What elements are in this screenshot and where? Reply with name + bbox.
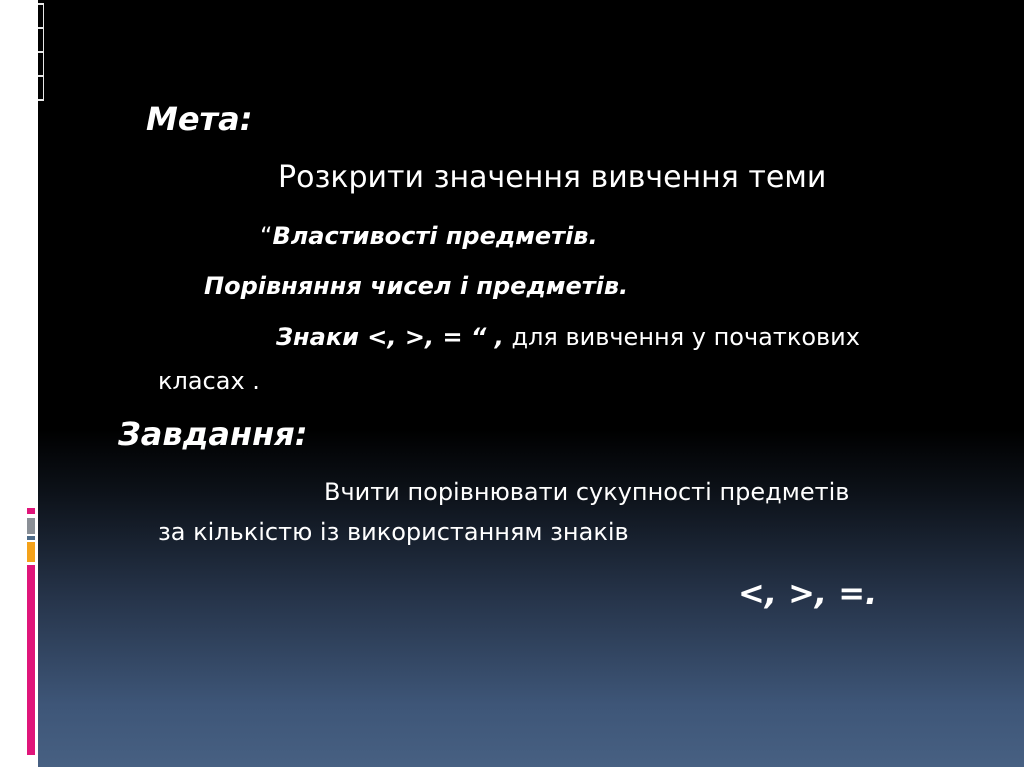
goal-line-2 bbox=[260, 222, 598, 250]
goal-line-5: класах . bbox=[158, 367, 260, 395]
decor-bar-magenta-long bbox=[27, 565, 35, 755]
task-line-1: Вчити порівнювати сукупності предметів bbox=[324, 478, 850, 506]
task-signs: <, >, =. bbox=[738, 574, 878, 612]
goal-line-1: Розкрити значення вивчення теми bbox=[278, 160, 827, 195]
decor-bar-gray bbox=[27, 518, 35, 534]
goal-line-2-text: Властивості предметів. bbox=[272, 222, 598, 250]
decor-bar-magenta-1 bbox=[27, 508, 35, 514]
window-frame-icon bbox=[38, 2, 44, 102]
decor-bar-blue-gray bbox=[27, 536, 35, 540]
opening-quote: “ bbox=[260, 222, 273, 250]
decor-bar-orange bbox=[27, 542, 35, 562]
goal-line-3: Порівняння чисел і предметів. bbox=[204, 272, 629, 300]
goal-heading: Мета: bbox=[146, 100, 253, 138]
task-heading: Завдання: bbox=[118, 415, 308, 453]
goal-line-4 bbox=[276, 323, 860, 351]
goal-line-4-text: для вивчення у початкових bbox=[503, 323, 860, 351]
task-line-2: за кількістю із використанням знаків bbox=[158, 518, 629, 546]
slide bbox=[38, 0, 1024, 767]
goal-line-4-signs: Знаки <, >, = “ , bbox=[276, 323, 504, 351]
